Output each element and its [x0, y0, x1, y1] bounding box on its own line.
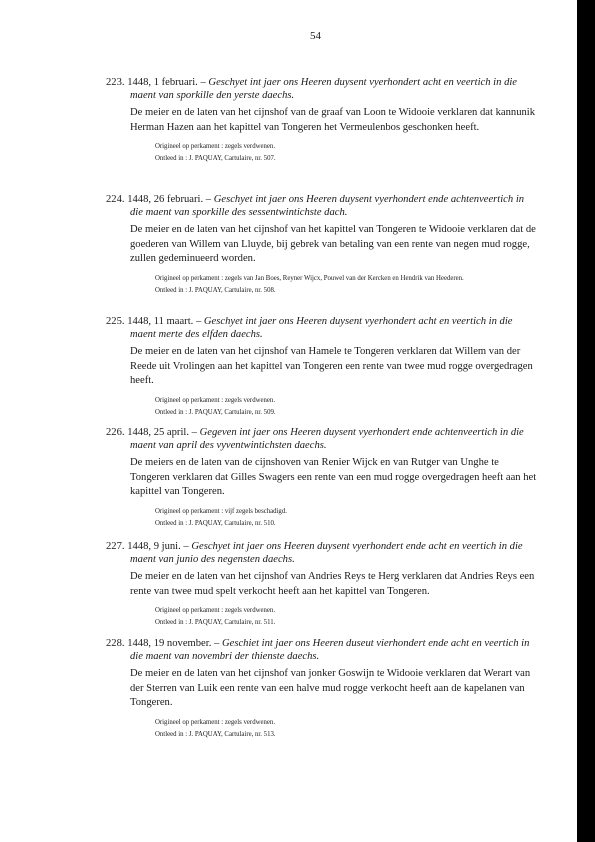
entry-formula: Geschiet int jaer ons Heeren duseut vierhondert ende acht en veertich in die maent van novembri der thienste daechs.: [130, 638, 530, 662]
entry-heading: [106, 637, 538, 663]
entry-date: 1448, 19 november. –: [127, 638, 220, 649]
charter-entry: [106, 193, 538, 297]
entry-original: Origineel op perkament : zegels verdwenen.: [155, 143, 276, 151]
entry-text: De meiers en de laten van de cijnshoven van Renier Wijck en van Rutger van Unghe te Tongeren verklaren dat Gilles Swagers een rente van een mud rogge overgedragen heeft aan het kapittel van Tongeren.: [130, 457, 537, 498]
entry-edition: Ontleed in : J. PAQUAY, Cartulaire, nr. 513.: [155, 730, 276, 738]
entry-text: De meier en de laten van het cijnshof van Andries Reys te Herg verklaren dat Andries Reys een rente van twee mud spelt verkocht heeft aan het kapittel van Tongeren.: [130, 571, 535, 597]
page-number: 54: [310, 30, 321, 42]
entry-original: Origineel op perkament : vijf zegels beschadigd.: [155, 507, 287, 515]
entry-notes: [106, 717, 538, 741]
entry-date: 1448, 9 juni. –: [127, 541, 189, 552]
entry-number: 225.: [106, 316, 125, 327]
entry-text: De meier en de laten van het cijnshof van het kapittel van Tongeren te Widooie verklaren dat de goederen van Willem van Lluyde, bij gebrek van betaling van een rente van negen mud rogge, zullen gedeminueerd worden.: [130, 224, 536, 265]
entry-edition: Ontleed in : J. PAQUAY, Cartulaire, nr. 510.: [155, 519, 276, 527]
entry-number: 228.: [106, 638, 125, 649]
entry-formula: Geschyet int jaer ons Heeren duysent vyerhondert acht en veertich in die maent merte des elfden daechs.: [130, 316, 513, 340]
entry-heading: [106, 76, 538, 102]
entry-edition: Ontleed in : J. PAQUAY, Cartulaire, nr. 508.: [155, 286, 276, 294]
entry-edition: Ontleed in : J. PAQUAY, Cartulaire, nr. 507.: [155, 155, 276, 163]
entry-heading: [106, 426, 538, 452]
entry-original: Origineel op perkament : zegels van Jan Boes, Reyner Wijcx, Pouwel van der Kercken en Hendrik van Heederen.: [155, 274, 464, 282]
entry-notes: [106, 273, 538, 297]
entry-number: 223.: [106, 77, 125, 88]
charter-entry: [106, 426, 538, 530]
entry-formula: Geschyet int jaer ons Heeren duysent vyerhondert ende achtenveertich in die maent van sporkille des sessentwintichste dach.: [130, 194, 525, 218]
entry-date: 1448, 26 februari. –: [127, 194, 212, 205]
entry-notes: [106, 506, 538, 530]
entry-formula: Geschyet int jaer ons Heeren duysent vyerhondert acht en veertich in die maent van sporkille den yerste daechs.: [130, 77, 518, 101]
entry-number: 226.: [106, 427, 125, 438]
entry-formula: Gegeven int jaer ons Heeren duysent vyerhondert ende achtenveertich in die maent van april des vyventwintichsten daechs.: [130, 427, 524, 451]
entry-number: 227.: [106, 541, 125, 552]
charter-entry: [106, 315, 538, 419]
entry-date: 1448, 25 april. –: [127, 427, 197, 438]
entry-date: 1448, 1 februari. –: [127, 77, 206, 88]
entry-text: De meier en de laten van het cijnshof van jonker Goswijn te Widooie verklaren dat Werart van der Sterren van Luik een rente van een halve mud rogge verkocht heeft aan de kapelanen van Tongeren.: [130, 668, 531, 709]
entry-date: 1448, 11 maart. –: [127, 316, 202, 327]
scan-border: [577, 0, 595, 842]
entry-heading: [106, 540, 538, 566]
entry-notes: [106, 395, 538, 419]
entry-original: Origineel op perkament : zegels verdwenen.: [155, 718, 276, 726]
entry-notes: [106, 605, 538, 629]
entry-heading: [106, 193, 538, 219]
entry-formula: Geschyet int jaer ons Heeren duysent vyerhondert ende acht en veertich in die maent van junio des negensten daechs.: [130, 541, 523, 565]
entry-edition: Ontleed in : J. PAQUAY, Cartulaire, nr. 509.: [155, 408, 276, 416]
charter-entry: [106, 540, 538, 629]
entry-text: De meier en de laten van het cijnshof van de graaf van Loon te Widooie verklaren dat kannunik Herman Hazen aan het kapittel van Tongeren het Vermeulenbos geschonken heeft.: [130, 107, 536, 133]
entry-text: De meier en de laten van het cijnshof van Hamele te Tongeren verklaren dat Willem van der Reede uit Vrolingen aan het kapittel van Tongeren een rente van twee mud rogge overgedragen heeft.: [130, 346, 533, 387]
charter-entry: [106, 637, 538, 741]
entry-notes: [106, 141, 538, 165]
entry-heading: [106, 315, 538, 341]
entry-number: 224.: [106, 194, 125, 205]
entry-edition: Ontleed in : J. PAQUAY, Cartulaire, nr. 511.: [155, 619, 276, 627]
entry-original: Origineel op perkament : zegels verdwenen.: [155, 396, 276, 404]
entry-original: Origineel op perkament : zegels verdwenen.: [155, 607, 276, 615]
charter-entry: [106, 76, 538, 165]
